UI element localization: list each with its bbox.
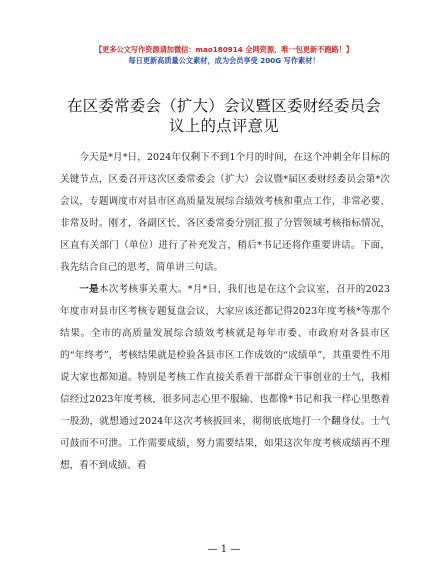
banner-line-promo: 【更多公文写作资源请加微信：mao180914 全网资源，唯一包更新不跑路！】 — [94, 45, 354, 54]
paragraph-intro: 今天是*月*日，2024年仅剩下不到1个月的时间，在这个冲刺全年目标的关键节点，区委召开这次区委常委会（扩大）会议暨*届区委财经委员会第*次会议，专题调度市对县市区高质量发展综合绩效考核和重点工作，非常必要、非常及时。刚才，各副区长、各区委常委分别汇报了分管领域考核指标情况，区直有关部门（单位）进行了补充发言，稍后*书记还将作重要讲话。下面，我先结合自己的思考，简单讲三句话。 — [60, 152, 390, 273]
page-number: — 1 — — [207, 544, 241, 555]
point-one-lead: 一是 — [79, 284, 99, 295]
paragraph-point-one — [60, 279, 390, 477]
point-one-text: 本次考核事关重大。*月*日，我们也是在这个会议室，召开的2023年度市对县市区考核专题复盘会议，大家应该还都记得2023年度考核*等那个结果。全市的高质量发展综合绩效考核就是每年市委、市政府对各县市区的“年终考”，考核结果就是检验各县市区工作成效的“成绩单”，其重要性不用说大家也都知道。特别是考核工作直接关系着干部群众干事创业的士气，我相信经过2023年度考核，很多同志心里不服输、也都像*书记和我一样心里憋着一股劲，就想通过2024年这次考核扳回来，彻彻底底地打一个翻身仗。士气可鼓而不可泄。工作需要成绩，努力需要结果，如果这次年度考核成绩再不理想，看不到成绩、看 — [60, 284, 390, 471]
document-body — [60, 147, 390, 477]
document-title — [40, 96, 408, 136]
title-line-2: 议上的点评意见 — [169, 117, 279, 135]
title-line-1: 在区委常委会（扩大）会议暨区委财经委员会 — [66, 97, 381, 115]
header-banner — [0, 44, 448, 66]
banner-line-membership: 每日更新高质量公文素材，成为会员享受 200G 写作素材！ — [128, 56, 320, 65]
